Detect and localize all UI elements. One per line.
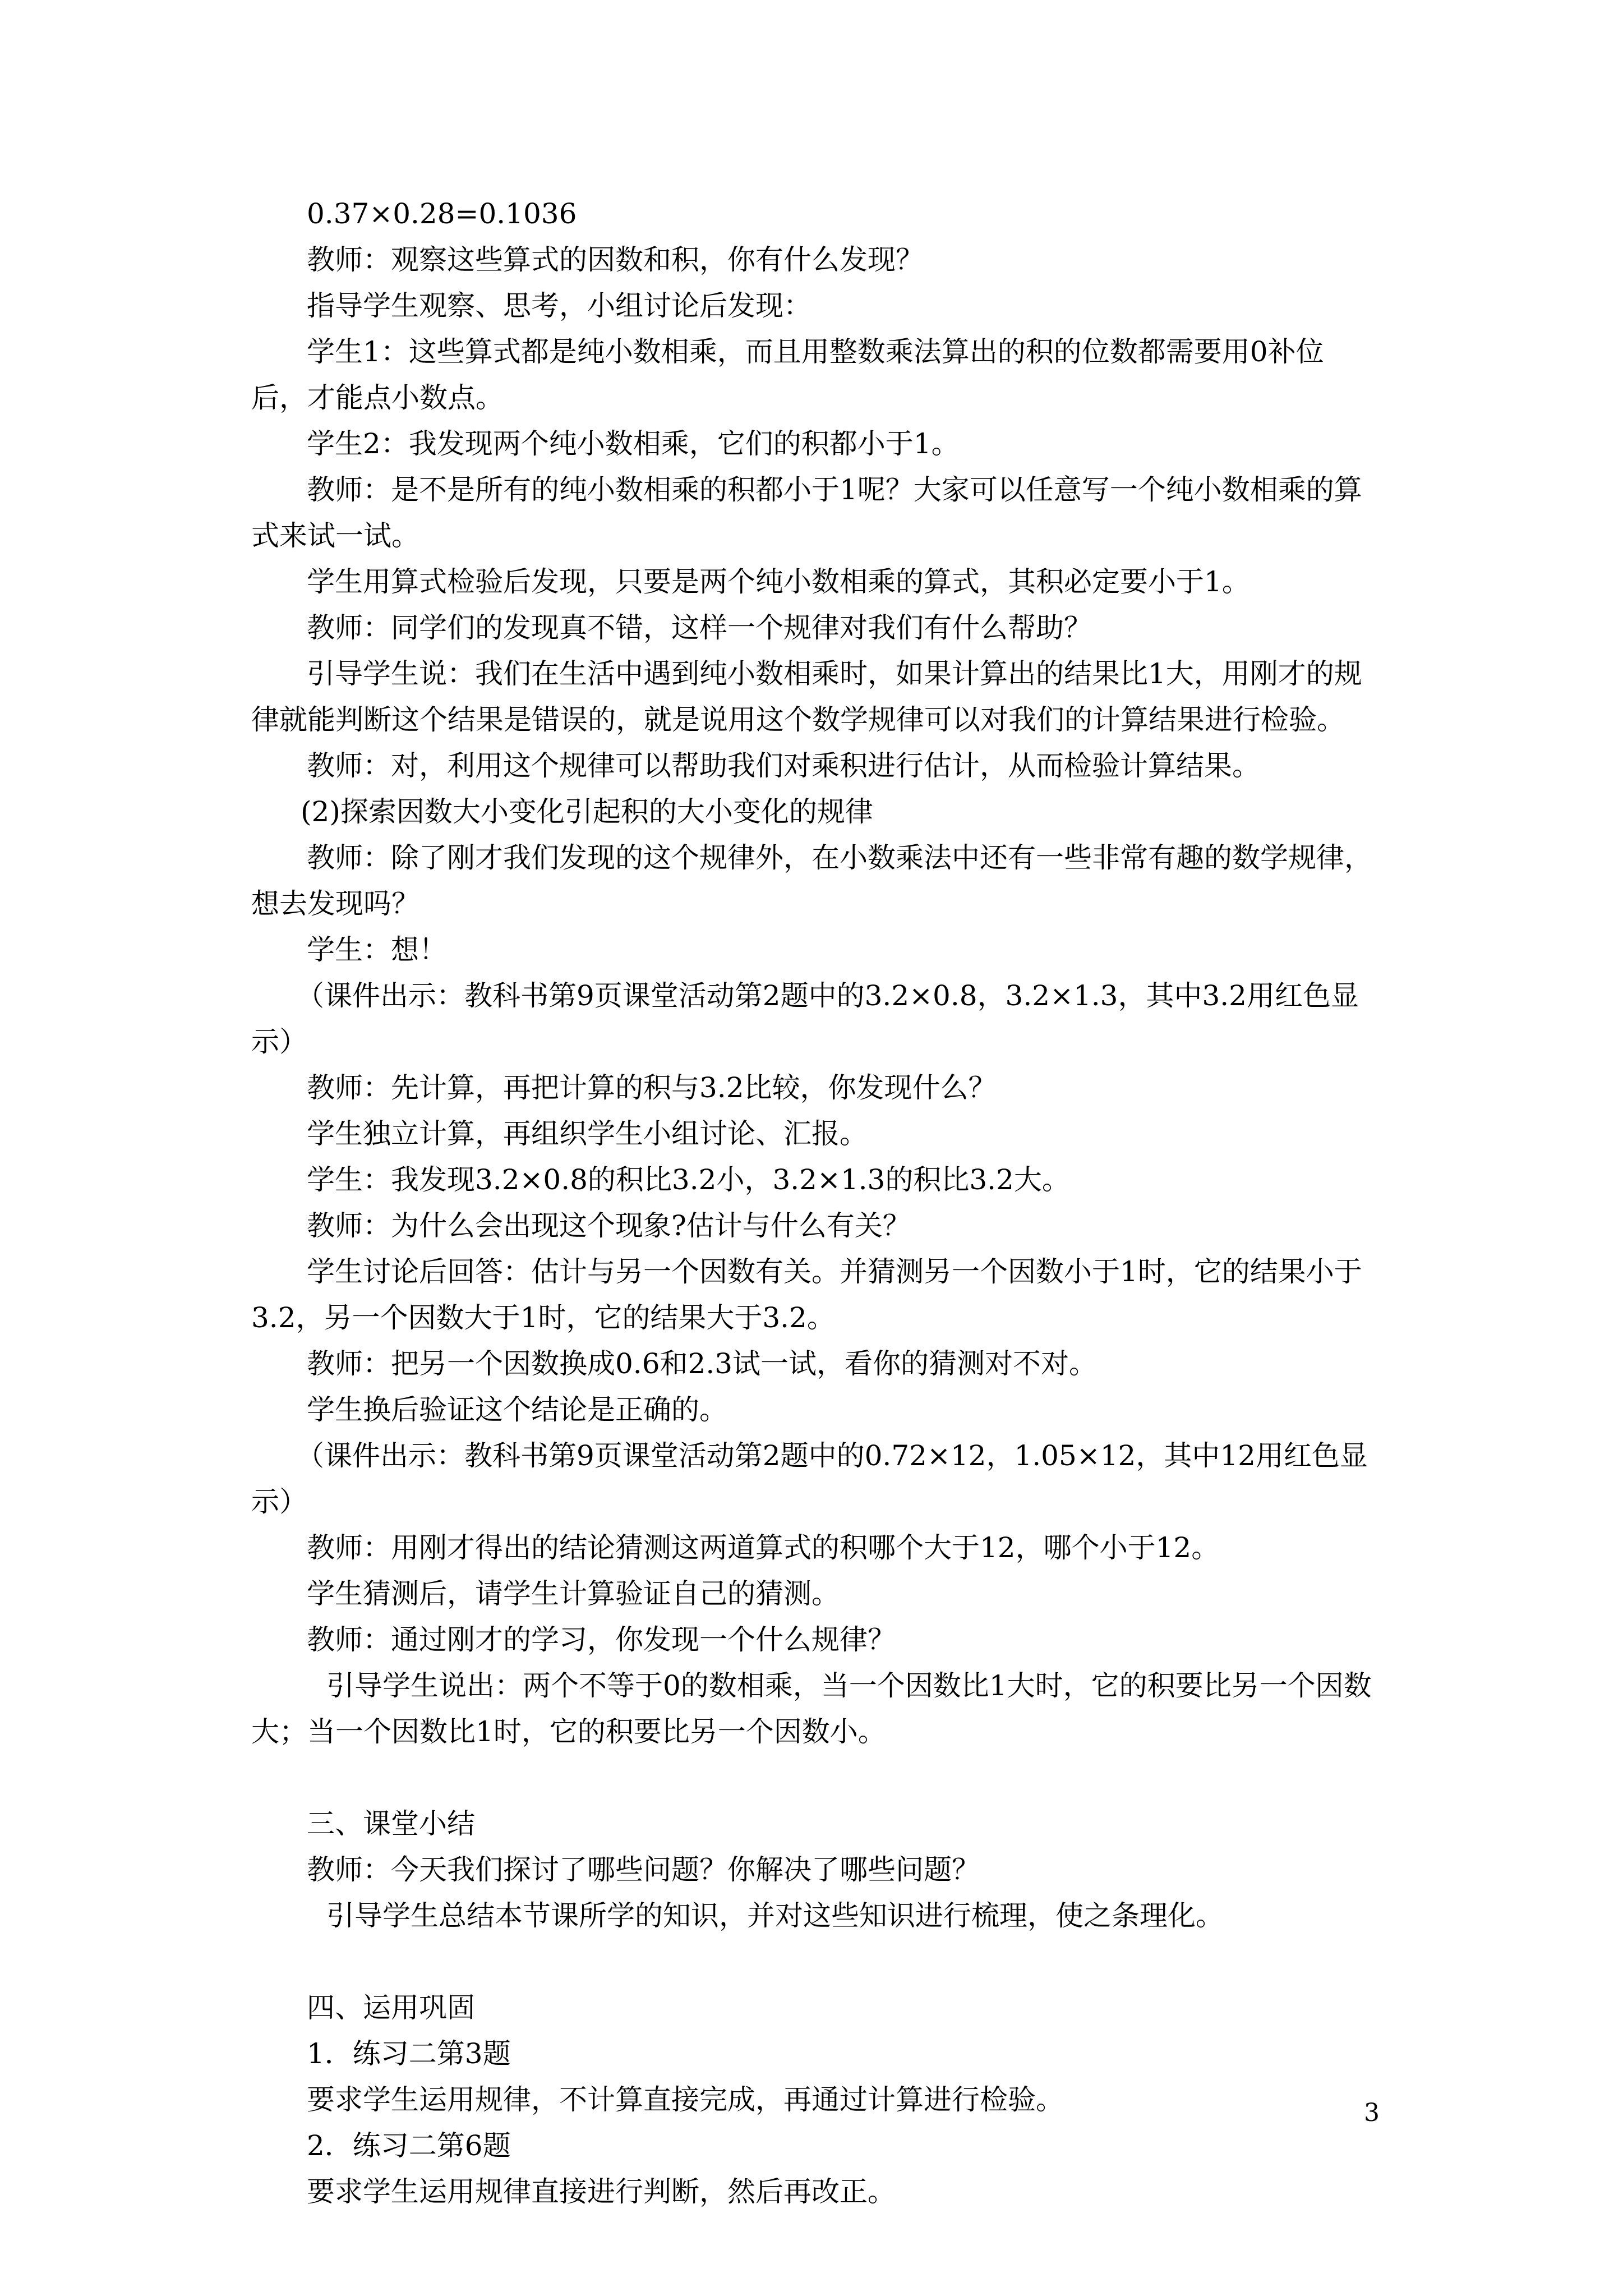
paragraph-teacher-estimate: 教师：对，利用这个规律可以帮助我们对乘积进行估计，从而检验计算结果。: [307, 749, 1260, 782]
section-heading-practice: 四、运用巩固: [307, 1991, 475, 2024]
paragraph-student-1: 学生1：这些算式都是纯小数相乘，而且用整数乘法算出的积的位数都需要用0补位后，才能点小数点。: [251, 335, 1324, 414]
section-heading-summary: 三、课堂小结: [307, 1807, 475, 1840]
paragraph-teacher-today: 教师：今天我们探讨了哪些问题？你解决了哪些问题？: [307, 1853, 980, 1886]
paragraph-exercise-2-requirement: 要求学生运用规律直接进行判断，然后再改正。: [307, 2175, 896, 2208]
paragraph-teacher-try: 教师：是不是所有的纯小数相乘的积都小于1呢？大家可以任意写一个纯小数相乘的算式来试一试。: [251, 473, 1362, 552]
paragraph-subheading-explore: (2)探索因数大小变化引起积的大小变化的规律: [301, 795, 873, 828]
paragraph-teacher-question: 教师：观察这些算式的因数和积，你有什么发现？: [307, 243, 924, 276]
paragraph-teacher-more-rules: 教师：除了刚才我们发现的这个规律外，在小数乘法中还有一些非常有趣的数学规律，想去发现吗？: [251, 841, 1372, 920]
page-number: 3: [1364, 2099, 1380, 2127]
paragraph-guide-student: 引导学生说：我们在生活中遇到纯小数相乘时，如果计算出的结果比1大，用刚才的规律就能判断这个结果是错误的，就是说用这个数学规律可以对我们的计算结果进行检验。: [251, 657, 1362, 736]
paragraph-teacher-rule: 教师：通过刚才的学习，你发现一个什么规律？: [307, 1623, 896, 1656]
paragraph-guide-summary: 引导学生总结本节课所学的知识，并对这些知识进行梳理，使之条理化。: [326, 1899, 1224, 1932]
paragraph-student-verify: 学生用算式检验后发现，只要是两个纯小数相乘的算式，其积必定要小于1。: [307, 565, 1250, 598]
paragraph-student-want: 学生：想！: [307, 933, 447, 966]
paragraph-exercise-1-requirement: 要求学生运用规律，不计算直接完成，再通过计算进行检验。: [307, 2083, 1064, 2116]
paragraph-student-discuss: 学生讨论后回答：估计与另一个因数有关。并猜测另一个因数小于1时，它的结果小于3.2，另一个因数大于1时，它的结果大于3.2。: [251, 1255, 1362, 1334]
paragraph-guide-conclusion: 引导学生说出：两个不等于0的数相乘，当一个因数比1大时，它的积要比另一个因数大；当一个因数比1时，它的积要比另一个因数小。: [251, 1669, 1372, 1748]
paragraph-student-independent: 学生独立计算，再组织学生小组讨论、汇报。: [307, 1117, 868, 1150]
paragraph-student-finding: 学生：我发现3.2×0.8的积比3.2小，3.2×1.3的积比3.2大。: [307, 1163, 1070, 1196]
paragraph-equation: 0.37×0.28=0.1036: [307, 197, 577, 230]
paragraph-teacher-guess: 教师：用刚才得出的结论猜测这两道算式的积哪个大于12，哪个小于12。: [307, 1531, 1220, 1564]
paragraph-student-guess: 学生猜测后，请学生计算验证自己的猜测。: [307, 1577, 840, 1610]
paragraph-courseware-1: （课件出示：教科书第9页课堂活动第2题中的3.2×0.8，3.2×1.3，其中3.2用红色显示）: [251, 979, 1359, 1058]
paragraph-teacher-compute: 教师：先计算，再把计算的积与3.2比较，你发现什么？: [307, 1071, 997, 1104]
paragraph-student-confirm: 学生换后验证这个结论是正确的。: [307, 1393, 727, 1426]
paragraph-guidance: 指导学生观察、思考，小组讨论后发现：: [307, 289, 811, 322]
paragraph-teacher-replace: 教师：把另一个因数换成0.6和2.3试一试，看你的猜测对不对。: [307, 1347, 1098, 1380]
list-item-exercise-2: 2．练习二第6题: [307, 2129, 511, 2162]
paragraph-student-2: 学生2：我发现两个纯小数相乘，它们的积都小于1。: [307, 427, 960, 460]
paragraph-teacher-help: 教师：同学们的发现真不错，这样一个规律对我们有什么帮助？: [307, 611, 1092, 644]
document-body: [251, 191, 1378, 2215]
paragraph-teacher-why: 教师：为什么会出现这个现象?估计与什么有关？: [307, 1209, 911, 1242]
paragraph-courseware-2: （课件出示：教科书第9页课堂活动第2题中的0.72×12，1.05×12，其中12用红色显示）: [251, 1439, 1368, 1518]
list-item-exercise-1: 1．练习二第3题: [307, 2037, 511, 2070]
